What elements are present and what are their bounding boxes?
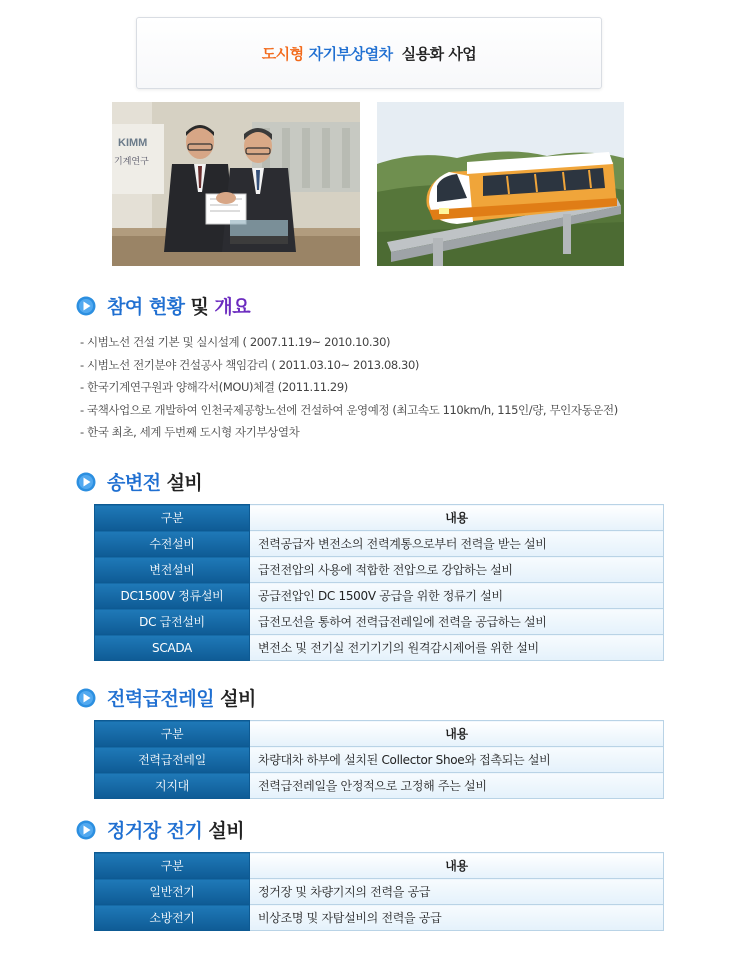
mou-signing-photo bbox=[112, 102, 360, 266]
col-header-category: 구분 bbox=[95, 505, 250, 531]
table-cell-key: 변전설비 bbox=[95, 557, 250, 583]
col-header-content: 내용 bbox=[250, 505, 664, 531]
table-row bbox=[95, 635, 664, 661]
list-item: - 한국 최초, 세계 두번째 도시형 자기부상열차 bbox=[80, 425, 300, 439]
table-header-row bbox=[95, 505, 664, 531]
table-cell-value: 비상조명 및 자탐설비의 전력을 공급 bbox=[250, 905, 664, 931]
table-cell-key: 지지대 bbox=[95, 773, 250, 799]
play-circle-icon bbox=[76, 472, 96, 492]
section-power-rail-title-b: 설비 bbox=[220, 688, 256, 710]
list-item: - 국책사업으로 개발하여 인천국제공항노선에 건설하여 운영예정 (최고속도 110km/h, 115인/량, 무인자동운전) bbox=[80, 402, 618, 417]
maglev-train-illustration bbox=[377, 102, 624, 266]
table-cell-value: 공급전압인 DC 1500V 공급을 위한 정류기 설비 bbox=[250, 583, 664, 609]
section-substation-title-b: 설비 bbox=[166, 472, 203, 494]
list-item: - 시범노선 건설 기본 및 실시설계 ( 2007.11.19~ 2010.10.30) bbox=[80, 335, 391, 349]
play-circle-icon bbox=[76, 296, 96, 316]
col-header-category: 구분 bbox=[95, 721, 250, 747]
kimm-sign-text2: 기계연구 bbox=[114, 157, 149, 167]
station-table bbox=[94, 852, 664, 931]
section-overview-title-a: 참여 현황 bbox=[107, 296, 185, 318]
table-cell-key: 전력급전레일 bbox=[95, 747, 250, 773]
section-station-heading bbox=[76, 816, 244, 843]
table-cell-key: 소방전기 bbox=[95, 905, 250, 931]
table-row bbox=[95, 531, 664, 557]
col-header-content: 내용 bbox=[250, 721, 664, 747]
table-cell-value: 급전모선을 통하여 전력급전레일에 전력을 공급하는 설비 bbox=[250, 609, 664, 635]
substation-table bbox=[94, 504, 664, 661]
table-row bbox=[95, 583, 664, 609]
table-row bbox=[95, 905, 664, 931]
maglev-train-photo bbox=[377, 102, 624, 266]
power-rail-table bbox=[94, 720, 664, 799]
table-cell-value: 급전전압의 사용에 적합한 전압으로 강압하는 설비 bbox=[250, 557, 664, 583]
table-cell-key: DC1500V 정류설비 bbox=[95, 583, 250, 609]
list-item: - 시범노선 전기분야 건설공사 책임감리 ( 2011.03.10~ 2013.08.30) bbox=[80, 357, 419, 372]
table-cell-key: 수전설비 bbox=[95, 531, 250, 557]
table-cell-value: 전력공급자 변전소의 전력계통으로부터 전력을 받는 설비 bbox=[250, 531, 664, 557]
play-circle-icon bbox=[76, 688, 96, 708]
section-station-title-b: 설비 bbox=[208, 820, 245, 842]
play-circle-icon bbox=[76, 820, 96, 840]
table-header-row bbox=[95, 853, 664, 879]
section-power-rail-heading bbox=[76, 684, 256, 711]
table-row bbox=[95, 557, 664, 583]
title-part2: 자기부상열차 bbox=[308, 44, 393, 63]
section-overview-title-c: 개요 bbox=[214, 296, 251, 318]
table-cell-value: 전력급전레일을 안정적으로 고정해 주는 설비 bbox=[250, 773, 664, 799]
table-cell-key: DC 급전설비 bbox=[95, 609, 250, 635]
overview-list bbox=[80, 331, 700, 444]
table-cell-value: 변전소 및 전기실 전기기기의 원격감시제어를 위한 설비 bbox=[250, 635, 664, 661]
col-header-content: 내용 bbox=[250, 853, 664, 879]
section-power-rail-title-a: 전력급전레일 bbox=[107, 688, 215, 710]
list-item: - 한국기계연구원과 양해각서(MOU)체결 (2011.11.29) bbox=[80, 380, 348, 394]
section-overview-heading bbox=[76, 292, 250, 319]
table-cell-value: 차량대차 하부에 설치된 Collector Shoe와 접촉되는 설비 bbox=[250, 747, 664, 773]
section-overview-title-b: 및 bbox=[190, 296, 209, 318]
section-station-title-a: 정거장 전기 bbox=[107, 820, 203, 842]
title-part3: 실용화 사업 bbox=[401, 44, 477, 63]
mou-signing-illustration bbox=[112, 102, 360, 266]
table-cell-value: 정거장 및 차량기지의 전력을 공급 bbox=[250, 879, 664, 905]
col-header-category: 구분 bbox=[95, 853, 250, 879]
section-substation-title-a: 송변전 bbox=[107, 472, 161, 494]
table-row bbox=[95, 773, 664, 799]
table-row bbox=[95, 609, 664, 635]
table-row bbox=[95, 879, 664, 905]
table-cell-key: SCADA bbox=[95, 635, 250, 661]
section-substation-heading bbox=[76, 468, 202, 495]
title-part1: 도시형 bbox=[261, 44, 304, 63]
kimm-sign-text: KIMM bbox=[118, 137, 148, 149]
table-header-row bbox=[95, 721, 664, 747]
table-cell-key: 일반전기 bbox=[95, 879, 250, 905]
page-title bbox=[136, 17, 602, 89]
table-row bbox=[95, 747, 664, 773]
